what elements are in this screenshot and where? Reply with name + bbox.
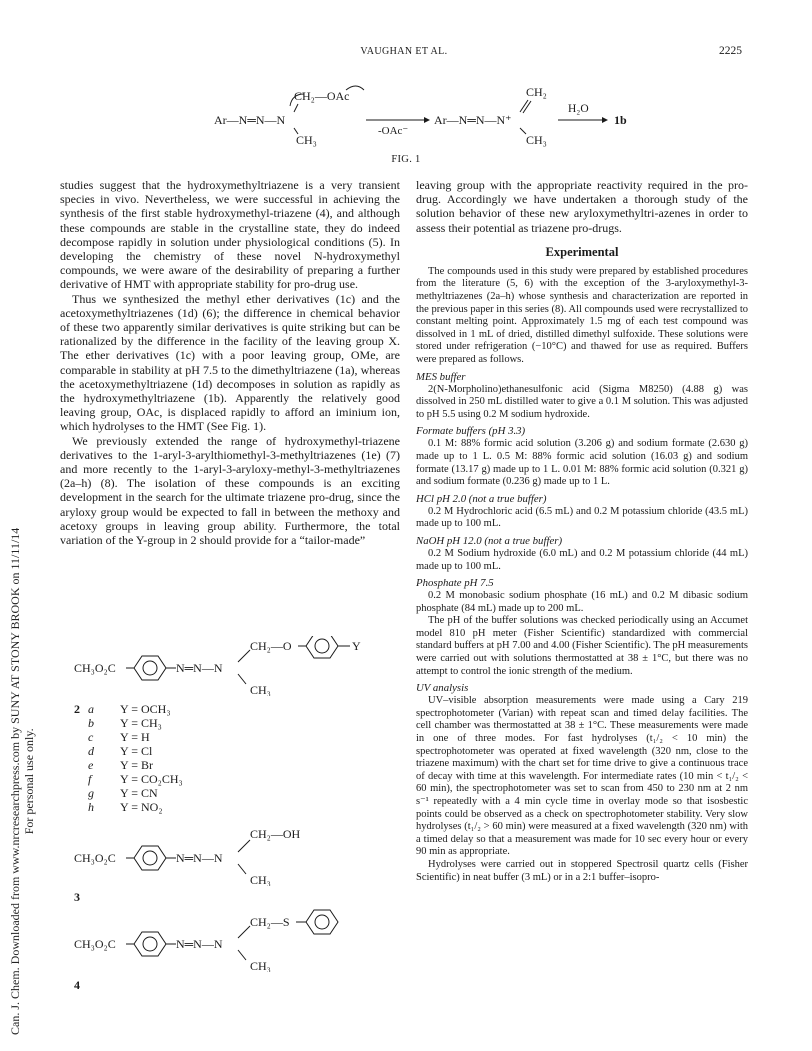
- structure-2-variants: [74, 702, 183, 814]
- s4-ring-2-circle: [315, 915, 329, 929]
- variant-row: [74, 758, 183, 772]
- s2-bond-down: [238, 674, 246, 684]
- s4-ch2s: CH₂—S: [250, 915, 290, 929]
- s4-triazene: N═N—N: [176, 937, 223, 951]
- reactant-chain: Ar—N═N—N: [214, 113, 286, 127]
- reaction-scheme-svg: [196, 82, 666, 154]
- s3-ch2oh: CH₂—OH: [250, 827, 301, 841]
- structures-block: [60, 636, 400, 996]
- reactant-ch2-oac: CH₂—OAc: [294, 89, 350, 103]
- product-chain: Ar—N═N—N⁺: [434, 113, 512, 127]
- variant-row: [74, 730, 183, 744]
- s4-bond-up: [238, 926, 250, 938]
- variant-letter: d: [88, 744, 94, 758]
- variant-y: Y = H: [120, 730, 150, 744]
- s4-ring-2: [306, 910, 338, 934]
- double-bond-b: [523, 101, 531, 113]
- structure-4-svg: [60, 908, 400, 972]
- structure-3-svg: [60, 822, 400, 886]
- variant-letter: c: [88, 730, 94, 744]
- variant-row: [74, 744, 183, 758]
- variant-y: Y = Cl: [120, 744, 153, 758]
- s3-ring-circle: [143, 851, 157, 865]
- download-notice-line1: Can. J. Chem. Downloaded from www.nrcresearchpress.com by SUNY AT STONY BROOK on 11/11/14: [8, 527, 22, 1035]
- hydrolysis-text: Hydrolyses were carried out in stoppered Spectrosil quartz cells (Fisher Scientific) in neat buffer (3 mL) or in a 2:1 buffer–isopro-: [416, 858, 748, 883]
- naoh-heading: NaOH pH 12.0 (not a true buffer): [416, 534, 563, 547]
- left-paragraph-1: studies suggest that the hydroxymethyltriazene is a very transient species in vivo. Nevertheless, we were successful in achieving the synthesis of the first stable hydroxymethyl-triazene (4), and although these compounds are stable in the crystalline state, they do indeed decompose rapidly in solution under physiological conditions (5). In developing the chemistry of these novel N-hydroxymethyl compounds, we were aware of the desirability of preparing a further derivative of HMT with appropriate stability for pro-drug use.: [60, 178, 400, 292]
- naoh-text: 0.2 M Sodium hydroxide (6.0 mL) and 0.2 M potassium chloride (44 mL) made up to 100 mL.: [416, 547, 748, 572]
- structure-4-number: 4: [74, 978, 80, 992]
- experimental-heading: Experimental: [545, 244, 619, 259]
- structure-2-number: 2: [74, 702, 80, 716]
- left-column: [60, 178, 400, 547]
- reaction-arrow-2-head: [602, 117, 608, 123]
- hcl-text: 0.2 M Hydrochloric acid (6.5 mL) and 0.2 M potassium chloride (43.5 mL) made up to 100 mL.: [416, 505, 748, 530]
- variant-y: Y = CO₂CH₃: [120, 772, 183, 786]
- s4-ch3: CH₃: [250, 959, 271, 972]
- running-head-authors: VAUGHAN ET AL.: [360, 46, 448, 57]
- figure-1-scheme: [196, 82, 666, 162]
- h2o-label: H₂O: [568, 103, 589, 115]
- formate-buffer-heading: Formate buffers (pH 3.3): [416, 425, 526, 438]
- figure-1-caption: FIG. 1: [391, 154, 421, 165]
- s3-ch3: CH₃: [250, 873, 271, 886]
- running-header: [66, 46, 742, 62]
- variant-letter: b: [88, 716, 94, 730]
- variant-y: Y = CH₃: [120, 716, 162, 730]
- bond-up: [294, 104, 298, 112]
- variant-row: [74, 786, 183, 800]
- mes-buffer-heading: MES buffer: [416, 370, 466, 383]
- phosphate-text: 0.2 M monobasic sodium phosphate (16 mL) and 0.2 M dibasic sodium phosphate (84 mL) made up to 200 mL.: [416, 590, 748, 614]
- variant-y: Y = Br: [120, 758, 153, 772]
- variant-letter: h: [88, 800, 94, 814]
- s4-bond-down: [238, 950, 246, 960]
- product-ch3: CH₃: [526, 133, 547, 147]
- variant-y: Y = NO₂: [120, 800, 163, 814]
- s2-ring-1-circle: [143, 661, 157, 675]
- product-bond-down: [520, 128, 526, 134]
- s2-bond-up: [238, 650, 250, 662]
- s2-y: Y: [352, 639, 361, 653]
- variant-row: [74, 800, 183, 814]
- phosphate-heading: Phosphate pH 7.5: [416, 577, 494, 590]
- s3-triazene: N═N—N: [176, 851, 223, 865]
- reaction-arrow-1-head: [424, 117, 430, 123]
- experimental-paragraph: The compounds used in this study were prepared by established procedures from the literature (5, 6) with the exception of the 3-aryloxymethyl-3-methyltriazenes (2a–h) whose synthesis and characterization are reported in the previous paper in this series (8). All compounds used were recrystallized to constant melting point. Approximately 1.5 mg of each test compound was dissolved in 1 mL of dried, distilled dimethyl sulfoxide. These solutions were stored under refrigeration (−10°C) and thawed for use as required. Buffers were prepared as follows.: [416, 265, 748, 365]
- formate-buffer-text: 0.1 M: 88% formic acid solution (3.206 g) and sodium formate (2.630 g) made up to 1 L. 0.5 M: 88% formic acid solution (16.03 g) and sodium formate (13.17 g) made up to 1 L. 0.01 M: 88% formic acid solution (0.321 g) and sodium formate (0.236 g) made up to 1 L.: [416, 438, 748, 488]
- download-notice-line2: For personal use only.: [22, 728, 36, 835]
- s2-ester: CH₃O₂C: [74, 661, 116, 675]
- s3-ring: [134, 846, 166, 870]
- ph-check-text: The pH of the buffer solutions was checked periodically using an Accumet model 810 pH meter (Fisher Scientific) standardized with commercial standard buffers at pH 7.00 and 4.00 (Fisher Scientific). The pH measurements were carried out with solutions thermostatted at 38 ± 1°C, but there was no attempt to control the ionic strength of the medium.: [416, 615, 748, 677]
- mes-buffer-text: 2(N-Morpholino)ethanesulfonic acid (Sigma M8250) (4.88 g) was dissolved in 250 mL distilled water to give a 0.1 M solution. This was adjusted to pH 5.5 using 0.2 M sodium hydroxide.: [416, 383, 748, 420]
- variant-y: Y = OCH₃: [120, 702, 171, 716]
- s4-ring-1-circle: [143, 937, 157, 951]
- right-column: [416, 178, 748, 884]
- page-number: 2225: [719, 45, 742, 57]
- structure-3-number: 3: [74, 890, 80, 904]
- left-paragraph-3: We previously extended the range of hydroxymethyl-triazene derivatives to the 1-aryl-3-arylthiomethyl-3-methyltriazenes (1e) (7) and more recently to the 1-aryl-3-aryloxy-methyl-3-methyltriazenes (2a–h) (8). The isolation of these compounds is an exciting development in the search for the ultimate triazene pro-drug, since the aryloxy group would be expected to fall in between the methoxy and acetoxy groups in leaving group ability. Furthermore, the total variation of the Y-group in 2 should provide for a “tailor-made”: [60, 433, 400, 548]
- left-paragraph-2: Thus we synthesized the methyl ether derivatives (1c) and the acetoxymethyltriazenes (1d) (6); the difference in chemical behavior of these two apparently similar derivatives is quite striking but can be rationalized by the difference in the facility of the leaving group X. The ether derivatives (1c) with a poor leaving group, OMe, are comparable in stability at pH 7.5 to the dimethyltriazene (1a), whereas the acetoxymethyltriazene (1d) decomposes in solution as rapidly as the hydroxymethyltriazene (1b). Apparently the relatively good leaving group, OAc, is displaced rapidly to afford an iminium ion, which hydrolyses to the HMT (See Fig. 1).: [60, 291, 400, 434]
- arrow-label-oac: -OAc⁻: [378, 125, 409, 137]
- variant-letter: e: [88, 758, 94, 772]
- hcl-heading: HCl pH 2.0 (not a true buffer): [416, 492, 547, 505]
- s2-triazene: N═N—N: [176, 661, 223, 675]
- s2-ch2o: CH₂—O: [250, 639, 292, 653]
- s4-ring-1: [134, 932, 166, 956]
- s3-bond-down: [238, 864, 246, 874]
- structure-2-svg: [60, 636, 400, 696]
- variant-row: [74, 716, 183, 730]
- uv-analysis-text: UV–visible absorption measurements were made using a Cary 219 spectrophotometer (Varian) with repeat scan and timed delay facilities. The cell chamber was thermostatted at 38 ± 1°C. These measurements were made in one of three modes. For fast hydrolyses (t₁/₂ < 10 min) the spectrophotometer was operated at fixed wavelength (320 nm, close to the triazene maximum) with the chart set for time drive to give a continuous trace of decay with time at this wavelength. For intermediate rates (10 min < t₁/₂ < 60 min), the spectrophotometer was set to scan from 450 to 230 nm at 2 nm s⁻¹ repeatedly with a 4 min cycle time in overlay mode so that isosbestic points could be observed as a check on spectrophotometer stability. Very slow hydrolyses (t₁/₂ > 60 min) were measured at a fixed wavelength (320 nm) with a timed delay so that a measurement was made for 10 sec every hour or every 90 min as appropriate.: [416, 695, 748, 858]
- variant-letter: g: [88, 786, 94, 800]
- s2-ring-2-circle: [315, 639, 329, 653]
- s2-ch3: CH₃: [250, 683, 271, 696]
- product-ch2: CH₂: [526, 85, 547, 99]
- s3-bond-up: [238, 840, 250, 852]
- variant-y: Y = CN: [120, 786, 158, 800]
- variant-row: [74, 772, 183, 786]
- variant-letter: a: [88, 702, 94, 716]
- right-paragraph-top: leaving group with the appropriate reactivity required in the pro-drug. Accordingly we have undertaken a thorough study of the solution behavior of these new aryloxymethyltri-azenes in order to assess their potential as triazene pro-drugs.: [416, 178, 748, 235]
- product-1b: 1b: [614, 113, 627, 127]
- s4-ester: CH₃O₂C: [74, 937, 116, 951]
- s3-ester: CH₃O₂C: [74, 851, 116, 865]
- variant-letter: f: [88, 772, 92, 786]
- reactant-ch3: CH₃: [296, 133, 317, 147]
- uv-analysis-heading: UV analysis: [416, 682, 469, 695]
- double-bond-a: [520, 100, 528, 112]
- s2-ring-1: [134, 656, 166, 680]
- variant-row: [74, 702, 183, 716]
